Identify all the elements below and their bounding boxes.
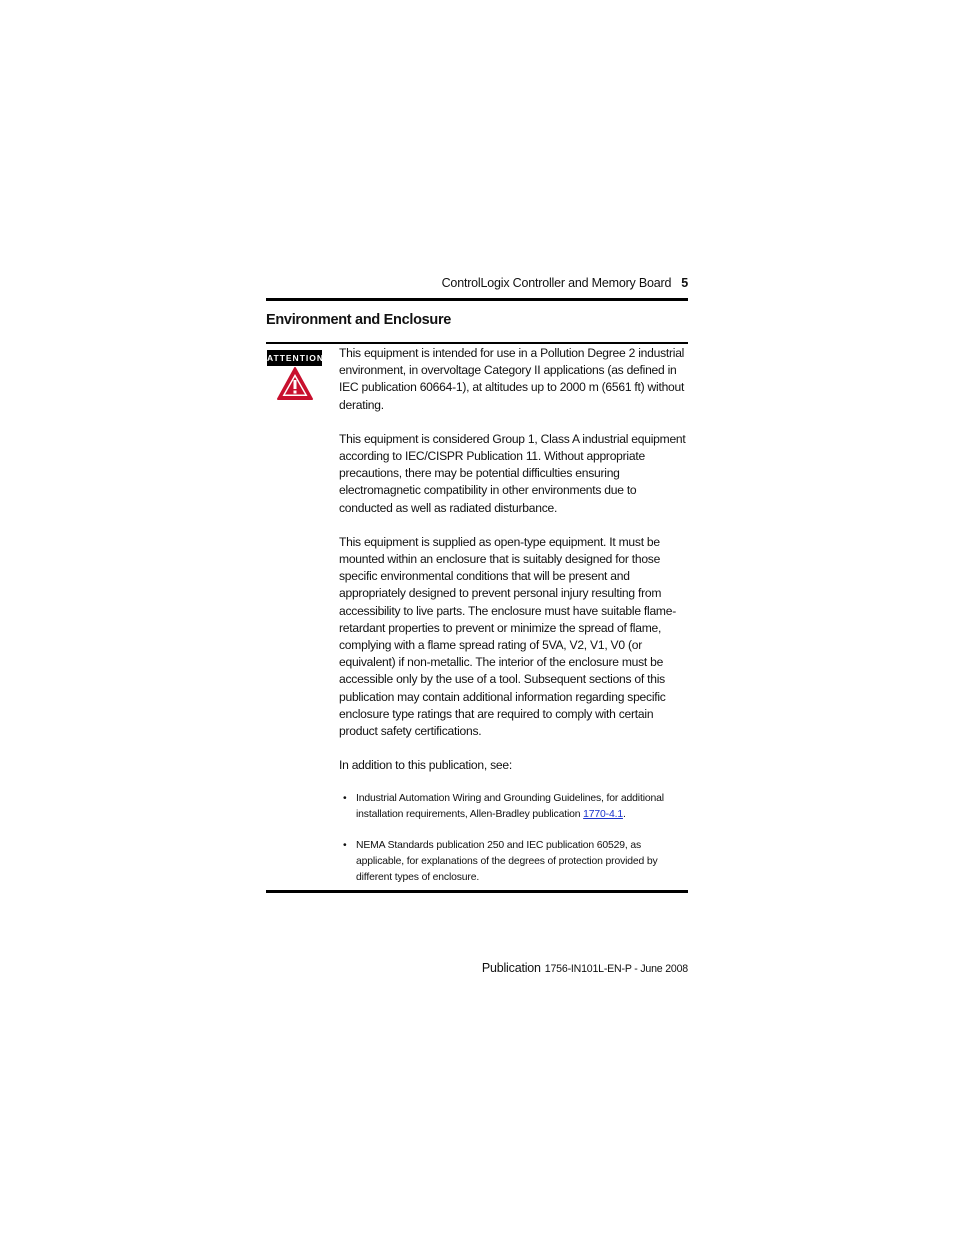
section-title: Environment and Enclosure: [266, 312, 452, 328]
exclamation-bar: [294, 380, 297, 389]
list-item: [339, 838, 688, 885]
paragraph-see-also: In addition to this publication, see:: [339, 758, 512, 773]
running-header: [266, 276, 688, 290]
bullet-dot: •: [343, 840, 347, 852]
publication-number: 1756-IN101L-EN-P - June 2008: [544, 963, 688, 975]
exclamation-dot: [294, 391, 297, 394]
header-rule: [266, 298, 688, 301]
list-item: [339, 791, 688, 823]
footer-rule: [266, 890, 688, 893]
attention-label: ATTENTION: [267, 350, 322, 366]
paragraph-pollution-degree: This equipment is intended for use in a Pollution Degree 2 industrial environment, in overvoltage Category II applications (as defined in IEC publication 60664-1), at altitudes up to 2000 m (6561 ft) without derating.: [339, 346, 685, 412]
reference-list: [339, 791, 688, 885]
list-item-text: Industrial Automation Wiring and Grounding Guidelines, for additional installation requirements, Allen-Bradley publication: [356, 793, 664, 821]
warning-triangle-icon: [276, 366, 314, 401]
section-rule: [266, 342, 688, 344]
paragraph-enclosure: This equipment is supplied as open-type equipment. It must be mounted within an enclosure that is suitably designed for those specific environmental conditions that will be present and appropriately designed to prevent personal injury resulting from accessibility to live parts. The enclosure must have suitable flame-retardant properties to prevent or minimize the spread of flame, complying with a flame spread rating of 5VA, V2, V1, V0 (or equivalent) if non-metallic. The interior of the enclosure must be accessible only by the use of a tool. Subsequent sections of this publication may contain additional information regarding specific enclosure type ratings that are required to comply with certain product safety certifications.: [339, 534, 677, 739]
list-item-text-end: .: [622, 809, 626, 821]
publication-link[interactable]: 1770-4.1: [583, 809, 623, 821]
list-item-text: NEMA Standards publication 250 and IEC publication 60529, as applicable, for explanations of the degrees of protection provided by different types of enclosure.: [356, 840, 658, 883]
footer: [266, 961, 688, 975]
footer-label: Publication: [481, 961, 541, 975]
running-title: ControlLogix Controller and Memory Board: [441, 276, 672, 290]
attention-body: [339, 345, 688, 900]
page-number: 5: [681, 276, 688, 290]
paragraph-emc: This equipment is considered Group 1, Class A industrial equipment according to IEC/CISPR Publication 11. Without appropriate precautions, there may be potential difficulties ensuring electromagnetic compatibility in other environments due to conducted as well as radiated disturbance.: [339, 431, 686, 515]
bullet-dot: •: [343, 793, 347, 805]
